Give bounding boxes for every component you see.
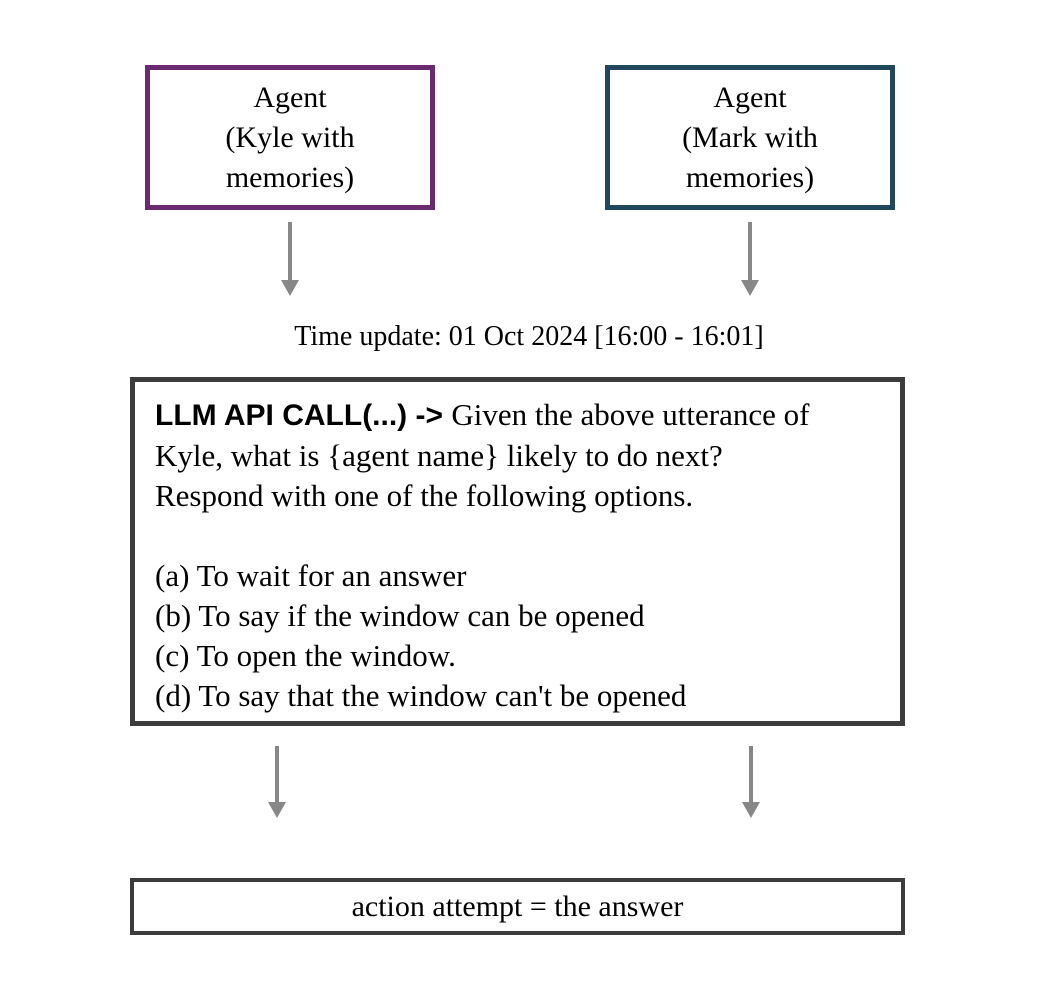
option-a: (a) To wait for an answer: [155, 558, 467, 593]
llm-prompt-text: Given the above utterance of Kyle, what is {agent name} likely to do next? Respond with one of the following options.: [155, 397, 810, 513]
arrow-stem: [288, 222, 292, 281]
time-update-label: Time update: 01 Oct 2024 [16:00 - 16:01]: [294, 321, 764, 352]
action-attempt-box: [130, 878, 905, 935]
arrow-head: [742, 802, 760, 818]
agent-kyle-label-line: Agent: [253, 80, 327, 114]
arrow-stem: [748, 222, 752, 281]
option-c: (c) To open the window.: [155, 638, 456, 673]
agent-kyle-label-line: memories): [225, 160, 355, 194]
option-b: (b) To say if the window can be opened: [155, 598, 645, 633]
agent-box-kyle: [145, 65, 435, 210]
arrow-stem: [275, 746, 279, 803]
agent-mark-label-line: Agent: [713, 80, 787, 114]
arrow-head: [268, 802, 286, 818]
flow-arrow-kyle-down-icon: [281, 222, 299, 296]
llm-api-call-prefix: LLM API CALL(...) ->: [155, 399, 452, 432]
arrow-head: [741, 280, 759, 296]
agent-mark-label-line: memories): [685, 160, 815, 194]
arrow-head: [281, 280, 299, 296]
agent-mark-label-line: (Mark with: [682, 120, 818, 154]
arrow-stem: [749, 746, 753, 803]
flow-arrow-result-right-icon: [742, 746, 760, 818]
agent-box-mark: [605, 65, 895, 210]
flow-arrow-mark-down-icon: [741, 222, 759, 296]
llm-prompt: [155, 395, 813, 516]
blank-line: [155, 516, 880, 556]
agent-kyle-label-line: (Kyle with: [225, 120, 355, 154]
option-d: (d) To say that the window can't be opened: [155, 678, 687, 713]
llm-api-call-box: [130, 377, 905, 726]
action-attempt-label: action attempt = the answer: [351, 889, 684, 923]
flow-arrow-result-left-icon: [268, 746, 286, 818]
